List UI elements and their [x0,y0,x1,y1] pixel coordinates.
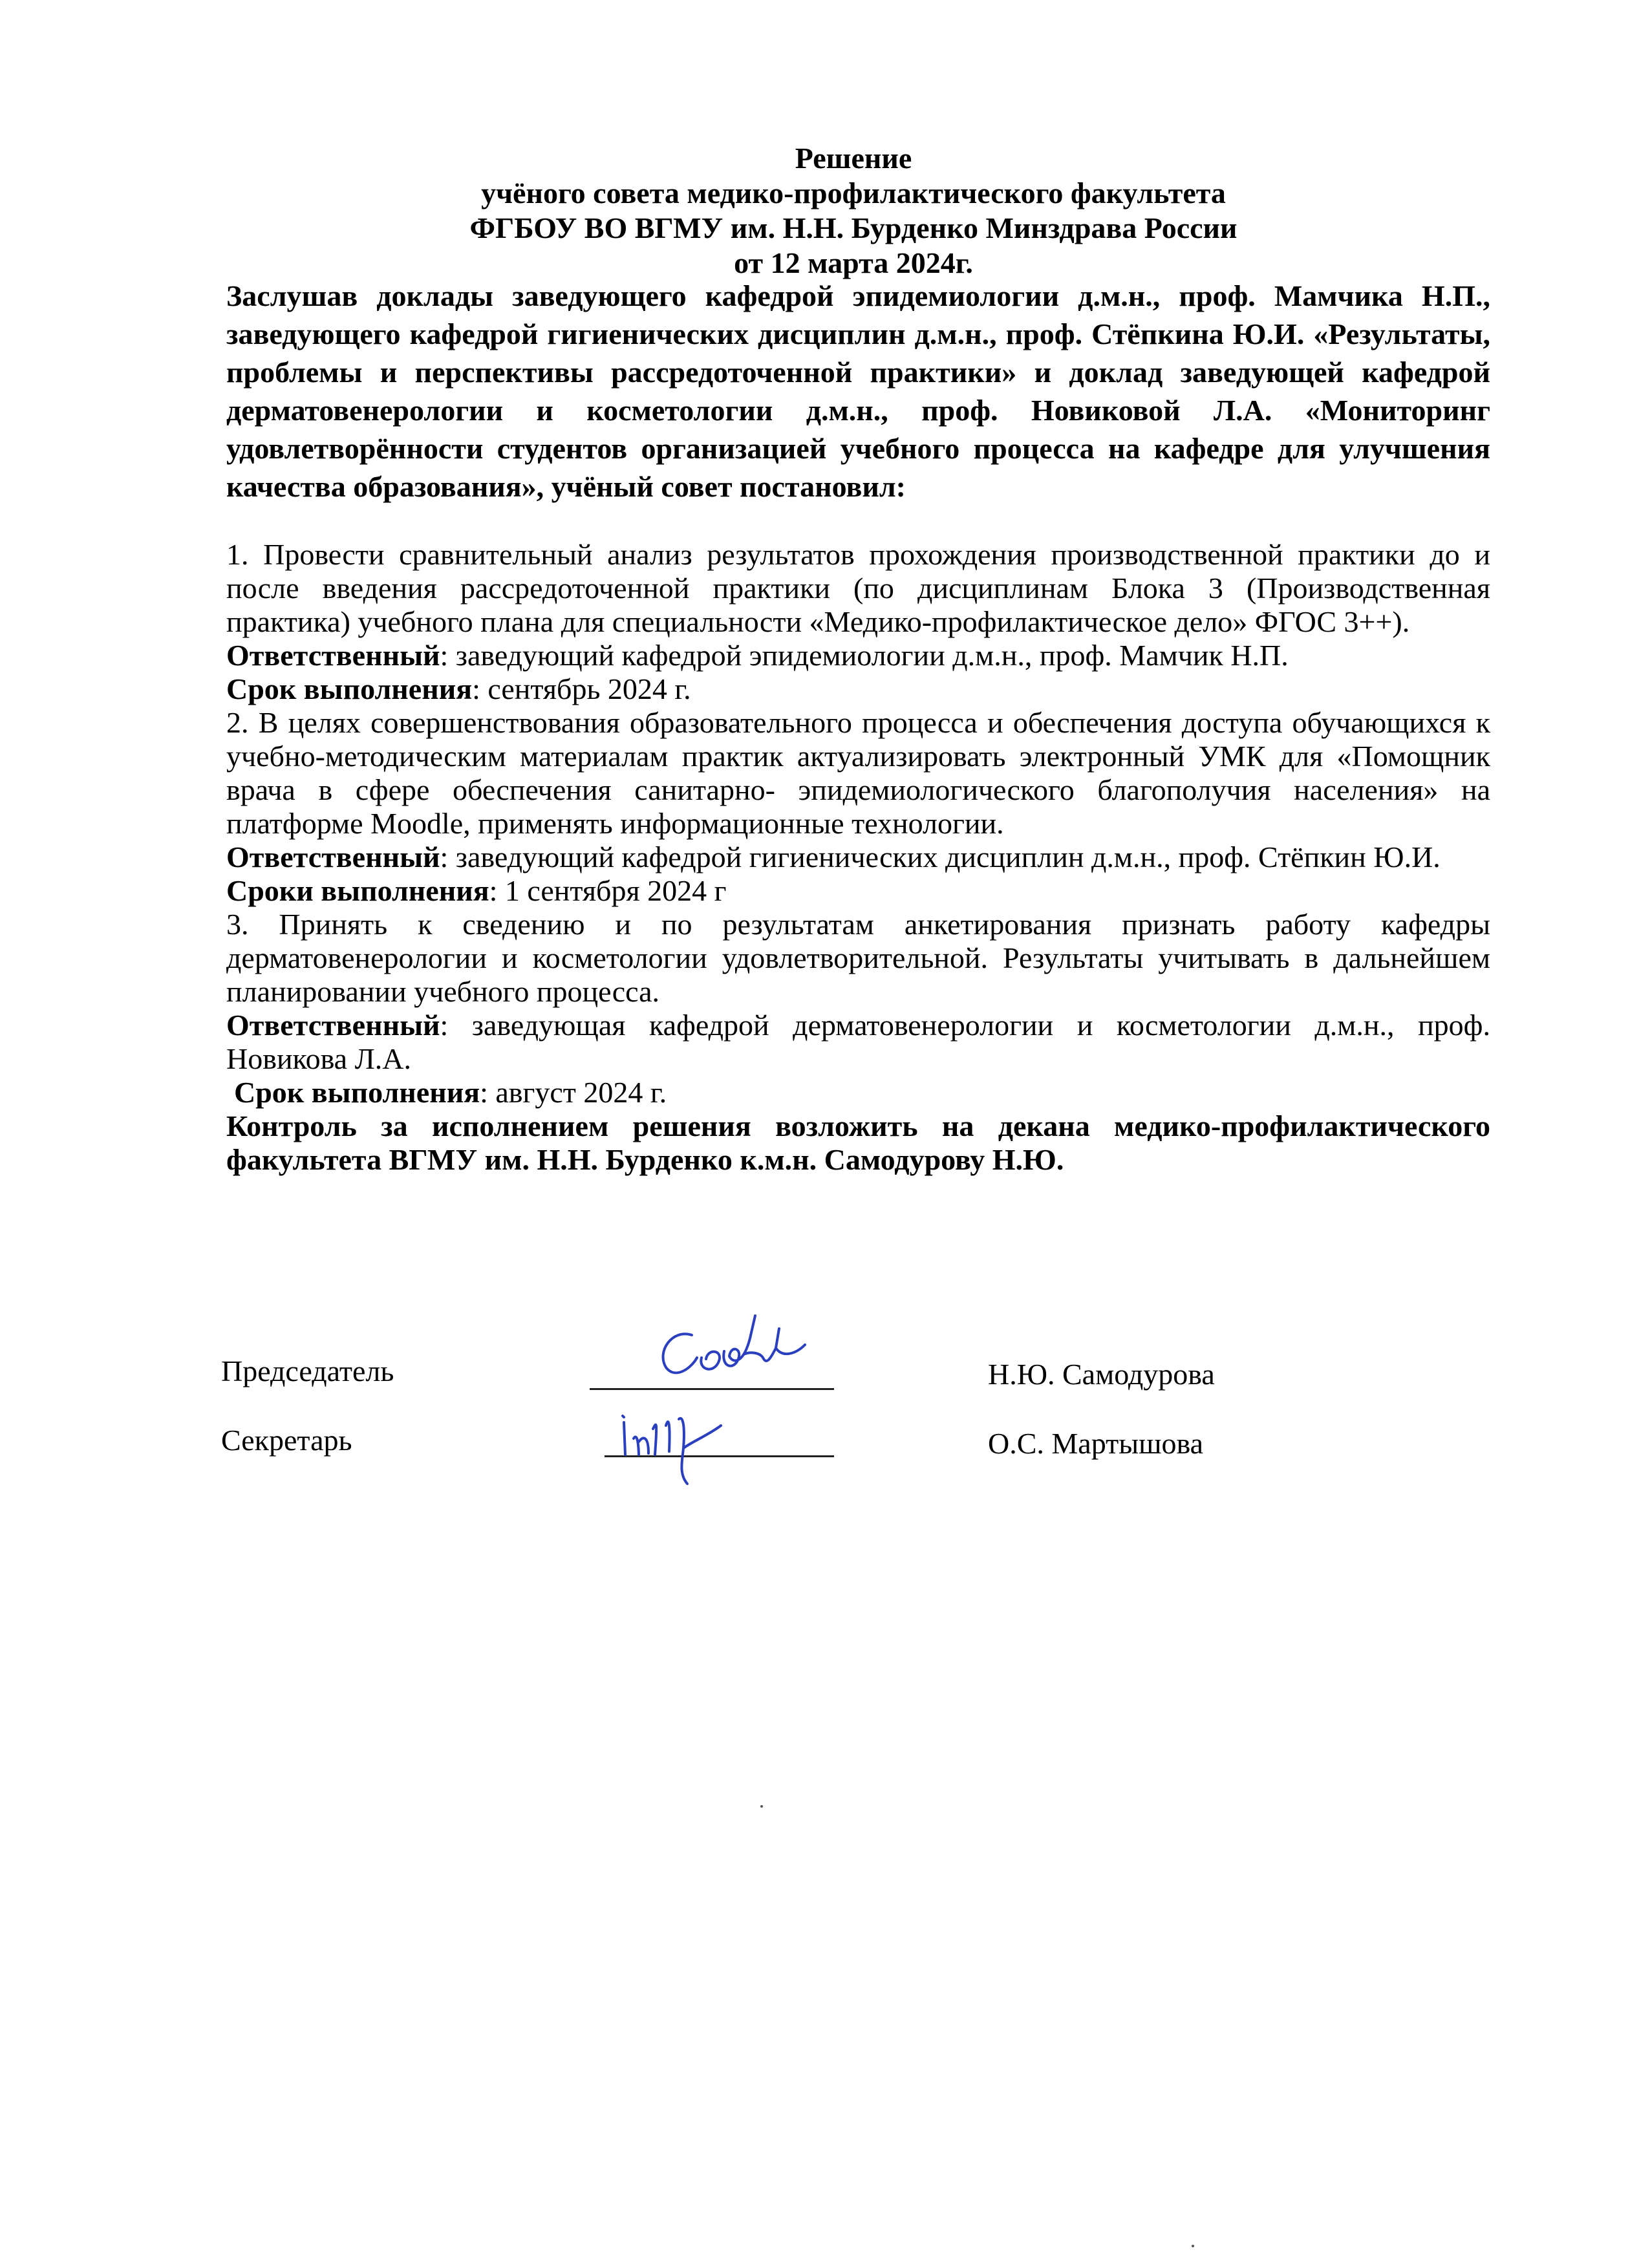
item-3-responsible [226,1009,1490,1076]
responsible-label: Ответственный [226,1009,440,1042]
scan-speck [760,1805,763,1808]
deadline-value: : август 2024 г. [480,1076,667,1109]
item-1-responsible [226,639,1490,672]
chair-name: Н.Ю. Самодурова [988,1358,1215,1391]
university-name: ФГБОУ ВО ВГМУ им. Н.Н. Бурденко Минздрава России [469,211,1238,244]
document-title: Решение [795,142,912,175]
decision-items [226,538,1490,1177]
item-1-deadline [226,672,1490,706]
item-2-responsible [226,840,1490,874]
responsible-label: Ответственный [226,840,440,873]
deadline-value: : 1 сентября 2024 г [489,874,727,907]
responsible-value: : заведующий кафедрой эпидемиологии д.м.н., проф. Мамчик Н.П. [440,639,1289,672]
document-header [220,141,1487,281]
chair-signature-scribble [647,1312,815,1396]
deadline-label: Срок выполнения [234,1076,480,1109]
item-3-deadline [226,1076,1490,1109]
item-2-text: 2. В целях совершенствования образовательного процесса и обеспечения доступа обучающихся к учебно-методическим материалам практик актуализировать электронный УМК для «Помощник врача в сфере обеспечения санитарно- эпидемиологического благополучия населения» на платформе Moodle, применять информационные технологии. [226,706,1490,840]
item-3-text: 3. Принять к сведению и по результатам анкетирования признать работу кафедры дерматовенерологии и косметологии удовлетворительной. Результаты учитывать в дальнейшем планировании учебного процесса. [226,908,1490,1008]
deadline-value: : сентябрь 2024 г. [472,672,691,705]
deadline-label: Сроки выполнения [226,874,489,907]
item-1-text: 1. Провести сравнительный анализ результатов прохождения производственной практики до и после введения рассредоточенной практики (по дисциплинам Блока 3 (Производственная практика) учебного плана для специальности «Медико-профилактическое дело» ФГОС 3++). [226,538,1490,638]
secretary-signature-scribble [617,1403,760,1487]
responsible-value: : заведующая кафедрой дерматовенерологии и косметологии д.м.н., проф. Новикова Л.А. [226,1009,1490,1075]
council-name: учёного совета медико-профилактического факультета [481,177,1226,209]
preamble-paragraph: Заслушав доклады заведующего кафедрой эпидемиологии д.м.н., проф. Мамчика Н.П., заведующего кафедрой гигиенических дисциплин д.м.н., проф. Стёпкина Ю.И. «Результаты, проблемы и перспективы рассредоточенной практики» и доклад заведующей кафедрой дерматовенерологии и косметологии д.м.н., проф. Новиковой Л.А. «Мониторинг удовлетворённости студентов организацией учебного процесса на кафедре для улучшения качества образования», учёный совет постановил: [226,279,1490,503]
scan-speck [1192,2245,1194,2247]
control-paragraph: Контроль за исполнением решения возложить на декана медико-профилактического факультета ВГМУ им. Н.Н. Бурденко к.м.н. Самодурову Н.Ю. [226,1109,1490,1176]
secretary-name: О.С. Мартышова [988,1427,1204,1460]
item-2-deadline [226,874,1490,908]
secretary-role: Секретарь [221,1424,352,1457]
responsible-label: Ответственный [226,639,440,672]
deadline-label: Срок выполнения [226,672,473,705]
responsible-value: : заведующий кафедрой гигиенических дисциплин д.м.н., проф. Стёпкин Ю.И. [440,840,1441,873]
chair-role: Председатель [221,1354,394,1387]
document-date: от 12 марта 2024г. [734,246,973,279]
